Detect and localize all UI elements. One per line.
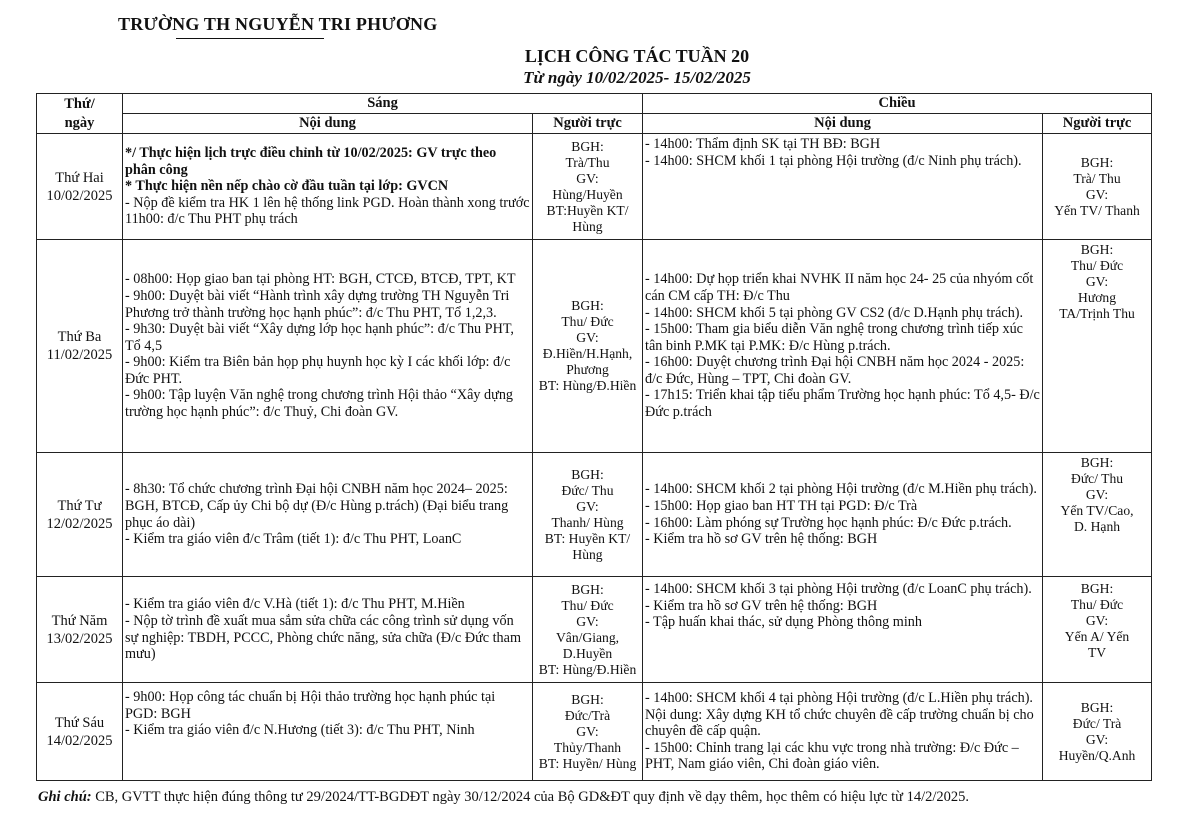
afternoon-duty: BGH: Thu/ Đức GV: Hương TA/Trịnh Thu	[1043, 240, 1152, 453]
day-cell: Thứ Hai 10/02/2025	[37, 134, 123, 240]
school-name-text: TRƯỜNG TH NGUYỄN TRI PHƯƠNG	[118, 14, 438, 34]
afternoon-content-header: Nội dung	[643, 114, 1043, 134]
afternoon-duty: BGH: Đức/ Thu GV: Yến TV/Cao, D. Hạnh	[1043, 453, 1152, 577]
afternoon-content: - 14h00: Thẩm định SK tại TH BĐ: BGH - 14h00: SHCM khối 1 tại phòng Hội trường (đ/c Ninh phụ trách).	[643, 134, 1043, 240]
table-row	[37, 453, 1152, 577]
school-name	[118, 14, 437, 35]
afternoon-duty: BGH: Trà/ Thu GV: Yến TV/ Thanh	[1043, 134, 1152, 240]
morning-content: - 9h00: Họp công tác chuẩn bị Hội thảo trường học hạnh phúc tại PGD: BGH - Kiểm tra giáo viên đ/c N.Hương (tiết 3): đ/c Thu PHT, Ninh	[123, 683, 533, 781]
day-cell: Thứ Ba 11/02/2025	[37, 240, 123, 453]
schedule-table	[36, 93, 1152, 781]
morning-content: - 8h30: Tổ chức chương trình Đại hội CNBH năm học 2024– 2025: BGH, BTCĐ, Cấp ủy Chi bộ dự (Đ/c Hùng p.trách) (Đại biểu trang phục áo dài) - Kiểm tra giáo viên đ/c Trâm (tiết 1): đ/c Thu PHT, LoanC	[123, 453, 533, 577]
afternoon-content: - 14h00: SHCM khối 4 tại phòng Hội trường (đ/c L.Hiền phụ trách). Nội dung: Xây dựng KH tổ chức chuyên đề cấp trường chuẩn bị cho chuyên đề cấp quận. - 15h00: Chỉnh trang lại các khu vực trong nhà trường: Đ/c Đức – PHT, Nam giáo viên, Chi đoàn giáo viên.	[643, 683, 1043, 781]
day-cell: Thứ Tư 12/02/2025	[37, 453, 123, 577]
day-cell: Thứ Sáu 14/02/2025	[37, 683, 123, 781]
afternoon-duty: BGH: Đức/ Trà GV: Huyền/Q.Anh	[1043, 683, 1152, 781]
footnote-label: Ghi chú:	[38, 789, 92, 805]
footnote-text: CB, GVTT thực hiện đúng thông tư 29/2024/TT-BGDĐT ngày 30/12/2024 của Bộ GD&ĐT quy định về dạy thêm, học thêm có hiệu lực từ 14/2/2025.	[95, 789, 970, 805]
afternoon-content: - 14h00: SHCM khối 2 tại phòng Hội trường (đ/c M.Hiền phụ trách). - 15h00: Họp giao ban HT TH tại PGD: Đ/c Trà - 16h00: Làm phóng sự Trường học hạnh phúc: Đ/c Đức p.trách. - Kiểm tra hồ sơ GV trên hệ thống: BGH	[643, 453, 1043, 577]
day-column-header: Thứ/ ngày	[37, 94, 123, 134]
morning-duty: BGH: Thu/ Đức GV: Đ.Hiền/H.Hạnh, Phương BT: Hùng/Đ.Hiền	[533, 240, 643, 453]
page-title: LỊCH CÔNG TÁC TUẦN 20	[524, 46, 750, 66]
afternoon-header: Chiều	[643, 94, 1152, 114]
morning-duty: BGH: Đức/ Thu GV: Thanh/ Hùng BT: Huyền KT/ Hùng	[533, 453, 643, 577]
morning-header: Sáng	[123, 94, 643, 114]
morning-duty: BGH: Thu/ Đức GV: Vân/Giang, D.Huyền BT: Hùng/Đ.Hiền	[533, 577, 643, 683]
date-range: Từ ngày 10/02/2025- 15/02/2025	[523, 68, 751, 87]
afternoon-duty-header: Người trực	[1043, 114, 1152, 134]
afternoon-content: - 14h00: Dự họp triển khai NVHK II năm học 24- 25 của nhyóm cốt cán CM cấp TH: Đ/c Thu - 14h00: SHCM khối 5 tại phòng GV CS2 (đ/c D.Hạnh phụ trách). - 15h00: Tham gia biểu diễn Văn nghệ trong chương trình tiếp xúc tân binh P.MK tại P.MK: Đ/c Hùng p.trách. - 16h00: Duyệt chương trình Đại hội CNBH năm học 2024 - 2025: đ/c Đức, Hùng – TPT, Chi đoàn GV. - 17h15: Triển khai tập tiểu phẩm Trường học hạnh phúc: Tổ 4,5- Đ/c Đức p.trách	[643, 240, 1043, 453]
morning-content-header: Nội dung	[123, 114, 533, 134]
table-row	[37, 683, 1152, 781]
morning-content: - Kiểm tra giáo viên đ/c V.Hà (tiết 1): đ/c Thu PHT, M.Hiền - Nộp tờ trình đề xuất mua sắm sửa chữa các công trình sử dụng vốn sự nghiệp: TBDH, PCCC, Phòng chức năng, sửa chữa (Đ/c Đức tham mưu)	[123, 577, 533, 683]
table-row	[37, 577, 1152, 683]
footnote	[38, 789, 969, 806]
day-cell: Thứ Năm 13/02/2025	[37, 577, 123, 683]
afternoon-content: - 14h00: SHCM khối 3 tại phòng Hội trường (đ/c LoanC phụ trách). - Kiểm tra hồ sơ GV trên hệ thống: BGH - Tập huấn khai thác, sử dụng Phòng thông minh	[643, 577, 1043, 683]
school-name-underline	[176, 38, 324, 39]
morning-duty: BGH: Đức/Trà GV: Thủy/Thanh BT: Huyền/ Hùng	[533, 683, 643, 781]
table-row	[37, 134, 1152, 240]
afternoon-duty: BGH: Thu/ Đức GV: Yến A/ Yến TV	[1043, 577, 1152, 683]
table-row	[37, 240, 1152, 453]
morning-duty: BGH: Trà/Thu GV: Hùng/Huyền BT:Huyền KT/ Hùng	[533, 134, 643, 240]
morning-content: - 08h00: Họp giao ban tại phòng HT: BGH, CTCĐ, BTCĐ, TPT, KT - 9h00: Duyệt bài viết “Hành trình xây dựng trường TH Nguyễn Tri Phương trở thành trường học hạnh phúc”: đ/c Thu PHT, Tổ 1,2,3. - 9h30: Duyệt bài viết “Xây dựng lớp học hạnh phúc”: đ/c Thu PHT, Tổ 4,5 - 9h00: Kiểm tra Biên bản họp phụ huynh học kỳ I các khối lớp: đ/c Đức PHT. - 9h00: Tập luyện Văn nghệ trong chương trình Hội thảo “Xây dựng trường học hạnh phúc”: đ/c Thuỷ, Chi đoàn GV.	[123, 240, 533, 453]
morning-duty-header: Người trực	[533, 114, 643, 134]
morning-content: */ Thực hiện lịch trực điều chỉnh từ 10/02/2025: GV trực theo phân công * Thực hiện nền nếp chào cờ đầu tuần tại lớp: GVCN - Nộp đề kiểm tra HK 1 lên hệ thống link PGD. Hoàn thành xong trước 11h00: đ/c Thu PHT phụ trách	[123, 134, 533, 240]
